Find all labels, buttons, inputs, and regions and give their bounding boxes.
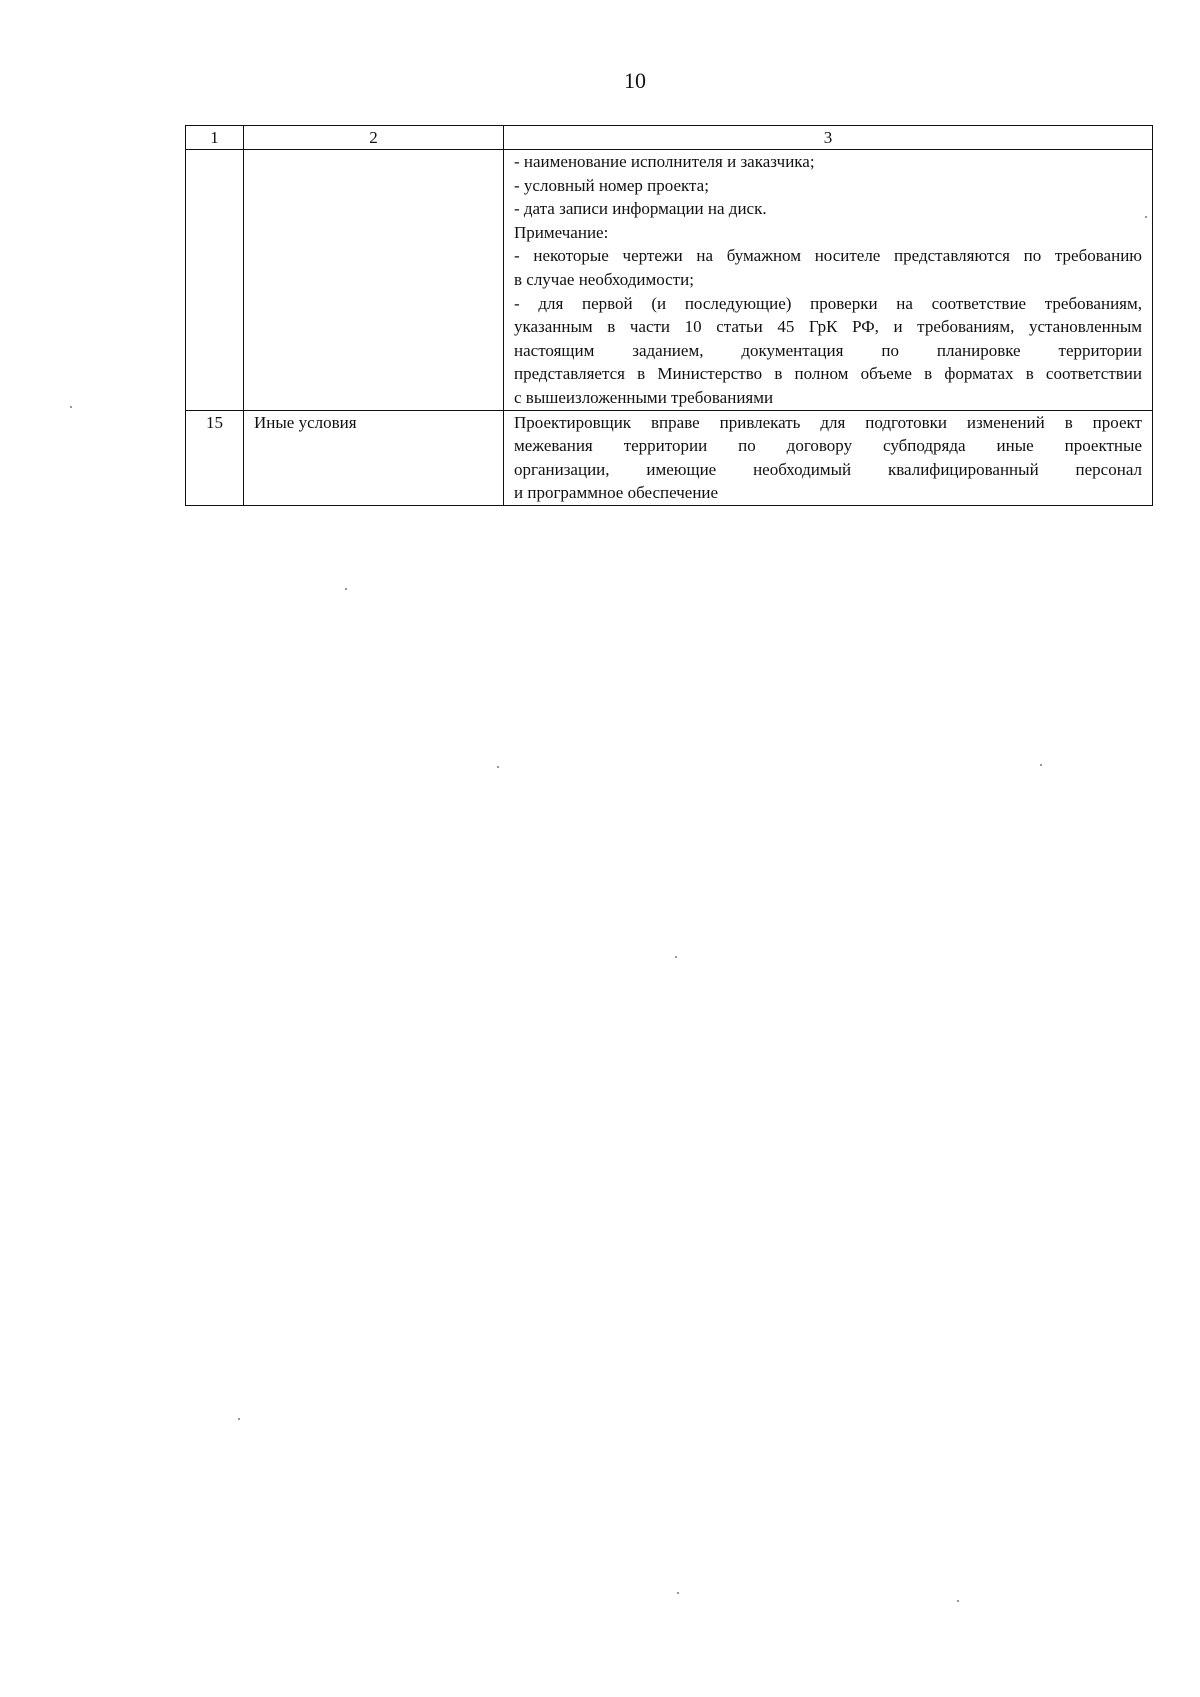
row-content [504, 410, 1153, 505]
row-name [244, 150, 504, 411]
content-line: и программное обеспечение [514, 483, 719, 503]
table-row [186, 150, 1153, 411]
content-line: межевания территории по договору субподряда иные проектные [514, 436, 1142, 456]
content-line: с вышеизложенными требованиями [514, 387, 774, 407]
scan-speck [497, 766, 499, 768]
content-line: в случае необходимости; [514, 269, 694, 289]
page-number: 10 [624, 68, 646, 93]
row-name: Иные условия [244, 410, 504, 505]
content-line: - дата записи информации на диск. [514, 199, 767, 219]
table-header-row [186, 126, 1153, 150]
content-line: - для первой (и последующие) проверки на соответствие требованиям, [514, 293, 1142, 313]
header-cell-3: 3 [504, 126, 1153, 150]
content-line: Примечание: [514, 222, 609, 242]
content-line: - некоторые чертежи на бумажном носителе представляются по требованию [514, 246, 1142, 266]
content-line: представляется в Министерство в полном объеме в форматах в соответствии [514, 364, 1142, 384]
scan-speck [677, 1592, 679, 1594]
row-content [504, 150, 1153, 411]
scan-speck [957, 1600, 959, 1602]
requirements-table [185, 125, 1153, 506]
scan-speck [238, 1418, 240, 1420]
scan-speck [1145, 216, 1147, 218]
content-line: Проектировщик вправе привлекать для подготовки изменений в проект [514, 412, 1142, 432]
scan-speck [675, 956, 677, 958]
header-cell-1: 1 [186, 126, 244, 150]
content-line: - условный номер проекта; [514, 175, 709, 195]
content-line: указанным в части 10 статьи 45 ГрК РФ, и требованиям, установленным [514, 317, 1142, 337]
scan-speck [70, 406, 72, 408]
content-line: - наименование исполнителя и заказчика; [514, 152, 815, 171]
row-number: 15 [186, 410, 244, 505]
row-number [186, 150, 244, 411]
header-cell-2: 2 [244, 126, 504, 150]
content-line: настоящим заданием, документация по планировке территории [514, 340, 1142, 360]
scan-speck [1040, 764, 1042, 766]
table-row [186, 410, 1153, 505]
content-line: организации, имеющие необходимый квалифицированный персонал [514, 459, 1142, 479]
scan-speck [345, 588, 347, 590]
